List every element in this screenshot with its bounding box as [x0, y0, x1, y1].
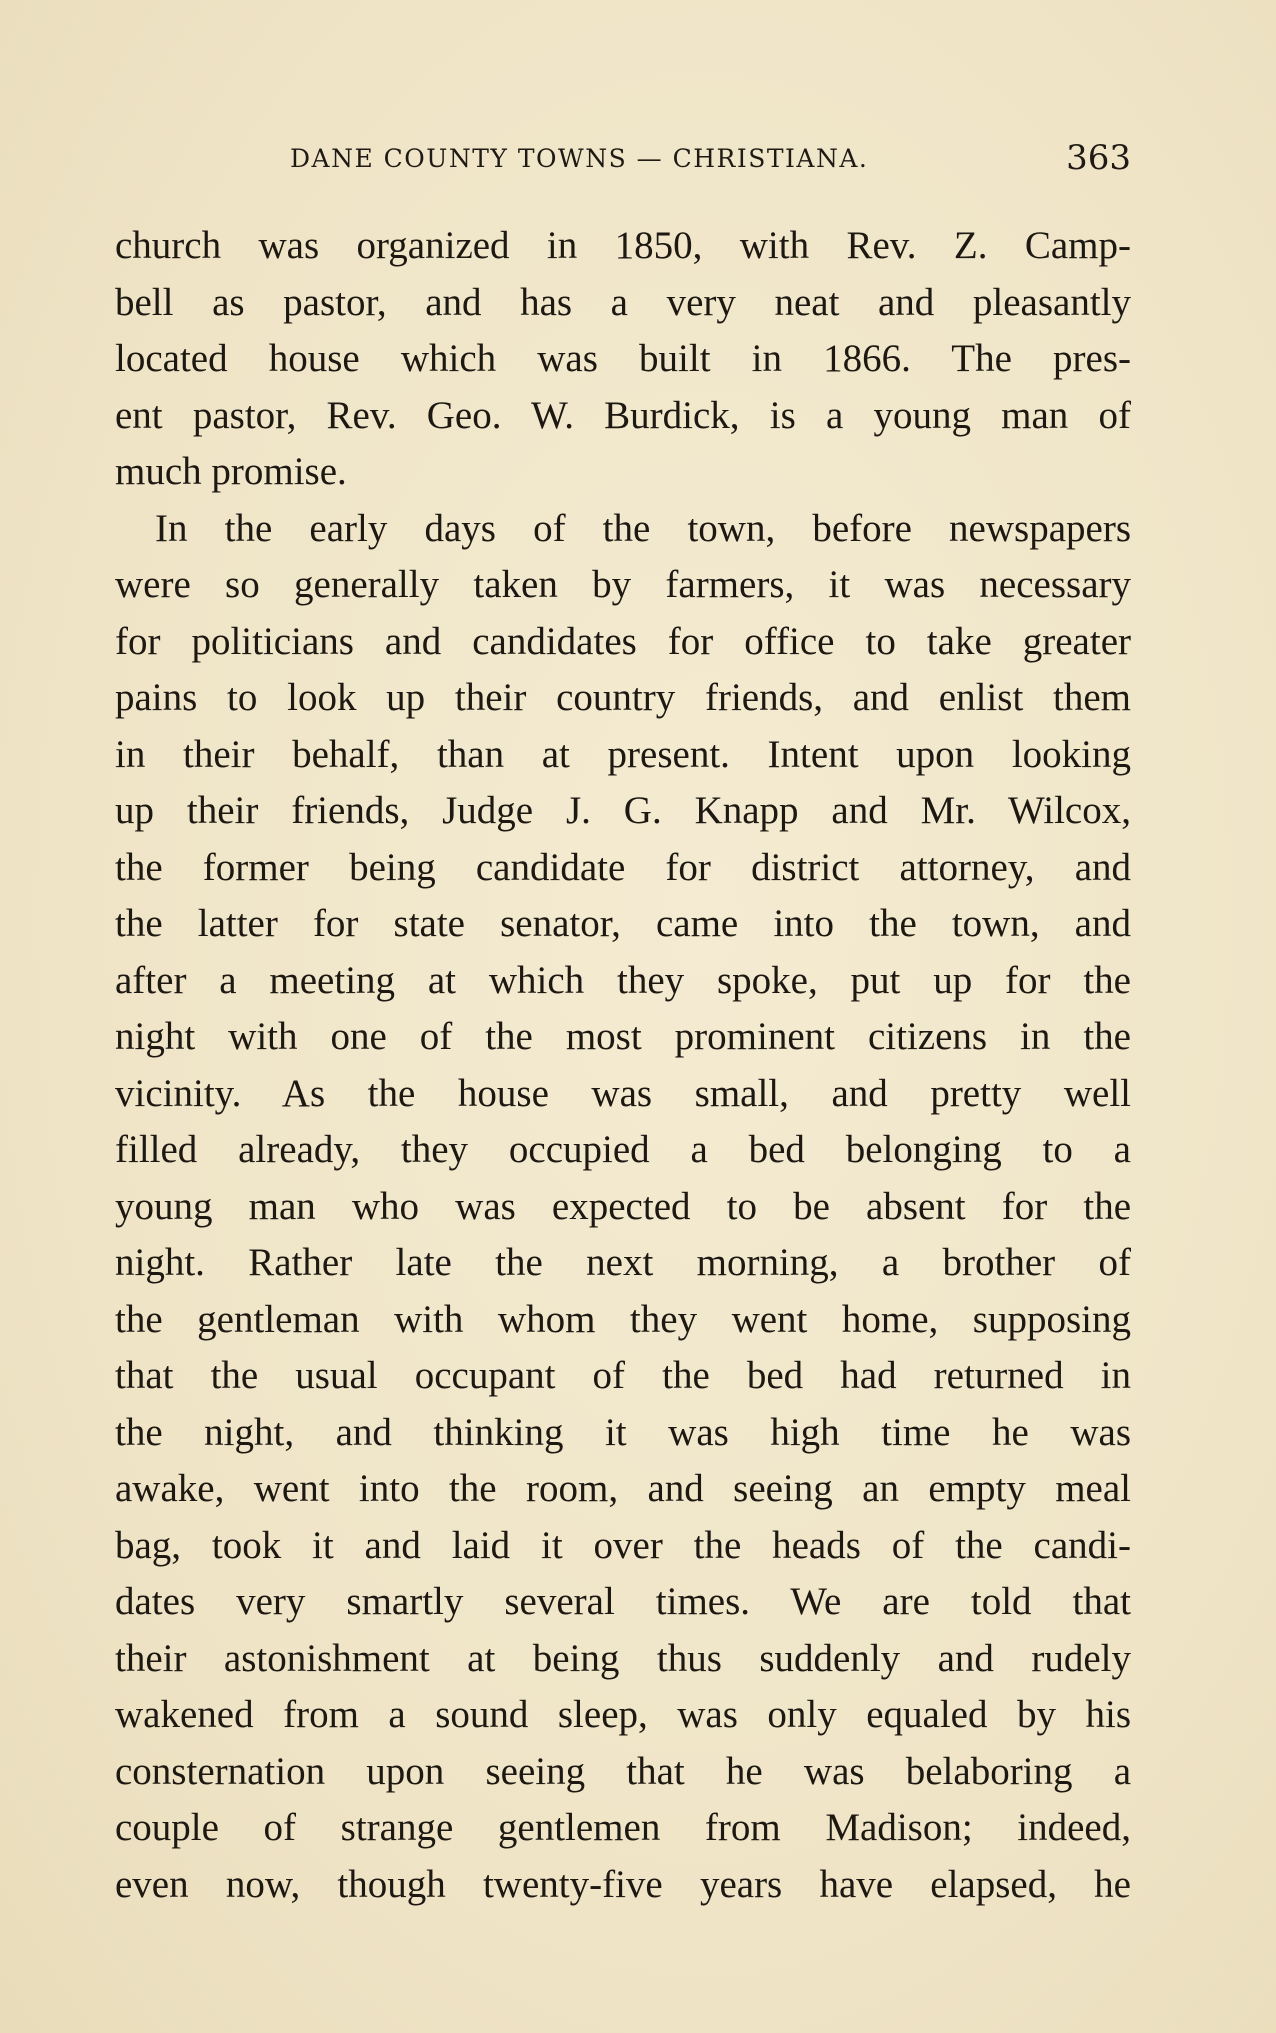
text-line: night with one of the most prominent citizens in the — [115, 1015, 1131, 1058]
text-line: the former being candidate for district attorney, and — [115, 845, 1131, 889]
text-line: filled already, they occupied a bed belonging to a — [115, 1128, 1131, 1171]
page-header — [115, 138, 1131, 178]
text-line: were so generally taken by farmers, it was necessary — [115, 563, 1131, 606]
text-line: young man who was expected to be absent for the — [115, 1184, 1131, 1228]
running-head: DANE COUNTY TOWNS — CHRISTIANA. — [290, 144, 869, 173]
text-line: dates very smartly several times. We are told that — [115, 1580, 1131, 1623]
text-line: consternation upon seeing that he was belaboring a — [115, 1749, 1131, 1793]
text-line: vicinity. As the house was small, and pretty well — [115, 1071, 1131, 1115]
text-line: bag, took it and laid it over the heads of the candi- — [115, 1523, 1131, 1567]
text-line: couple of strange gentlemen from Madison; indeed, — [115, 1806, 1131, 1849]
text-line: night. Rather late the next morning, a brother of — [115, 1241, 1131, 1284]
text-line: much promise. — [115, 450, 347, 493]
text-line: for politicians and candidates for office to take greater — [115, 619, 1131, 663]
text-line: that the usual occupant of the bed had returned in — [115, 1354, 1131, 1397]
text-line: church was organized in 1850, with Rev. Z. Camp- — [115, 224, 1131, 267]
text-line: wakened from a sound sleep, was only equaled by his — [115, 1693, 1131, 1736]
text-line: in their behalf, than at present. Intent upon looking — [115, 732, 1131, 776]
text-line: the gentleman with whom they went home, supposing — [115, 1297, 1131, 1341]
text-line: located house which was built in 1866. The pres- — [115, 337, 1131, 380]
text-line: even now, though twenty-five years have elapsed, he — [115, 1862, 1131, 1906]
text-line: after a meeting at which they spoke, put up for the — [115, 958, 1131, 1002]
text-line: up their friends, Judge J. G. Knapp and Mr. Wilcox, — [115, 789, 1131, 832]
text-line: awake, went into the room, and seeing an empty meal — [115, 1467, 1131, 1510]
text-line: the night, and thinking it was high time he was — [115, 1410, 1131, 1454]
text-line: ent pastor, Rev. Geo. W. Burdick, is a young man of — [115, 393, 1131, 437]
page-number: 363 — [1066, 138, 1131, 178]
body-text — [115, 218, 1131, 1913]
paragraph — [115, 218, 1131, 501]
text-line: In the early days of the town, before newspapers — [155, 506, 1131, 550]
paragraph — [115, 501, 1131, 1914]
text-line: the latter for state senator, came into the town, and — [115, 902, 1131, 945]
text-line: bell as pastor, and has a very neat and pleasantly — [115, 280, 1131, 324]
text-line: their astonishment at being thus suddenly and rudely — [115, 1636, 1131, 1680]
text-line: pains to look up their country friends, and enlist them — [115, 676, 1131, 719]
